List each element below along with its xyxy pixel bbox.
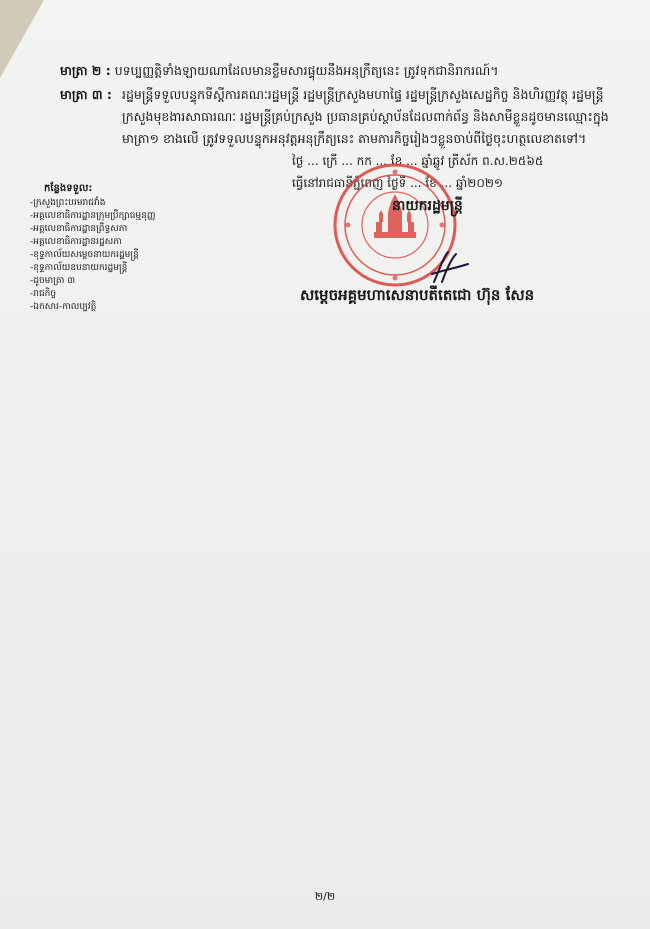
- recipient-item: -អគ្គលេខាធិការដ្ឋានក្រុមប្រឹក្សាធម្មនុញ្ញ: [30, 211, 156, 221]
- recipients-list: [30, 182, 220, 314]
- page-number: ២/២: [314, 890, 336, 903]
- recipient-item: -អគ្គលេខាធិការដ្ឋានរដ្ឋសភា: [30, 237, 122, 247]
- signatory-name: សម្តេចអគ្គមហាសេនាបតីតេជោ ហ៊ុន សែន: [300, 286, 535, 304]
- article-2-label: មាត្រា ២ :: [60, 63, 111, 78]
- article-2-text: បទប្បញ្ញត្តិទាំងឡាយណាដែលមានខ្លឹមសារផ្ទុយនឹងអនុក្រឹត្យនេះ ត្រូវទុកជានិរាករណ៍។: [114, 63, 499, 78]
- article-3-text: រដ្ឋមន្ត្រីទទួលបន្ទុកទីស្តីការគណៈរដ្ឋមន្ត្រី រដ្ឋមន្ត្រីក្រសួងមហាផ្ទៃ រដ្ឋមន្ត្រីក្រសួងសេដ្ឋកិច្ច និងហិរញ្ញវត្ថុ រដ្ឋមន្ត្រីក្រសួងមុខងារសាធារណៈ រដ្ឋមន្ត្រីគ្រប់ក្រសួង ប្រធានគ្រប់ស្ថាប័នដែលពាក់ព័ន្ធ និងសាមីខ្លួនដូចមានឈ្មោះក្នុងមាត្រា១ ខាងលើ ត្រូវទទួលបន្ទុកអនុវត្តអនុក្រឹត្យនេះ តាមភារកិច្ចរៀងៗខ្លួនចាប់ពីថ្ងៃចុះហត្ថលេខាតទៅ។: [122, 87, 609, 146]
- recipient-item: -អគ្គលេខាធិការដ្ឋានព្រឹទ្ធសភា: [30, 224, 128, 234]
- recipient-item: -ឯកសារ-កាលប្បវត្តិ: [30, 302, 97, 312]
- article-3: [60, 84, 620, 150]
- handwritten-signature-icon: [430, 248, 470, 288]
- recipient-item: -រាជកិច្ច: [30, 289, 57, 299]
- solar-date: ធ្វើនៅរាជធានីភ្នំពេញ ថ្ងៃទី ... ខែ ... ឆ្នាំ២០២១: [292, 176, 504, 190]
- signatory-title: នាយករដ្ឋមន្ត្រី: [392, 198, 463, 214]
- recipient-item: -ដូចមាត្រា ៣: [30, 276, 76, 286]
- recipients-heading: កន្លែងទទួល:: [44, 183, 93, 194]
- recipient-item: -ខុទ្ទកាល័យឧបនាយករដ្ឋមន្ត្រី: [30, 263, 128, 273]
- article-3-label: មាត្រា ៣ :: [60, 87, 112, 102]
- article-2: [60, 60, 620, 82]
- lunar-date: ថ្ងៃ ... ក្រើ ... កក ... ខែ ... ឆ្នាំឆ្លូវ ត្រីស័ក ព.ស.២៥៦៥: [292, 154, 544, 168]
- recipient-item: -ខុទ្ទកាល័យសម្តេចនាយករដ្ឋមន្ត្រី: [30, 250, 139, 260]
- folded-corner: [0, 0, 44, 78]
- recipient-item: -ក្រសួងព្រះបរមរាជវាំង: [30, 198, 106, 208]
